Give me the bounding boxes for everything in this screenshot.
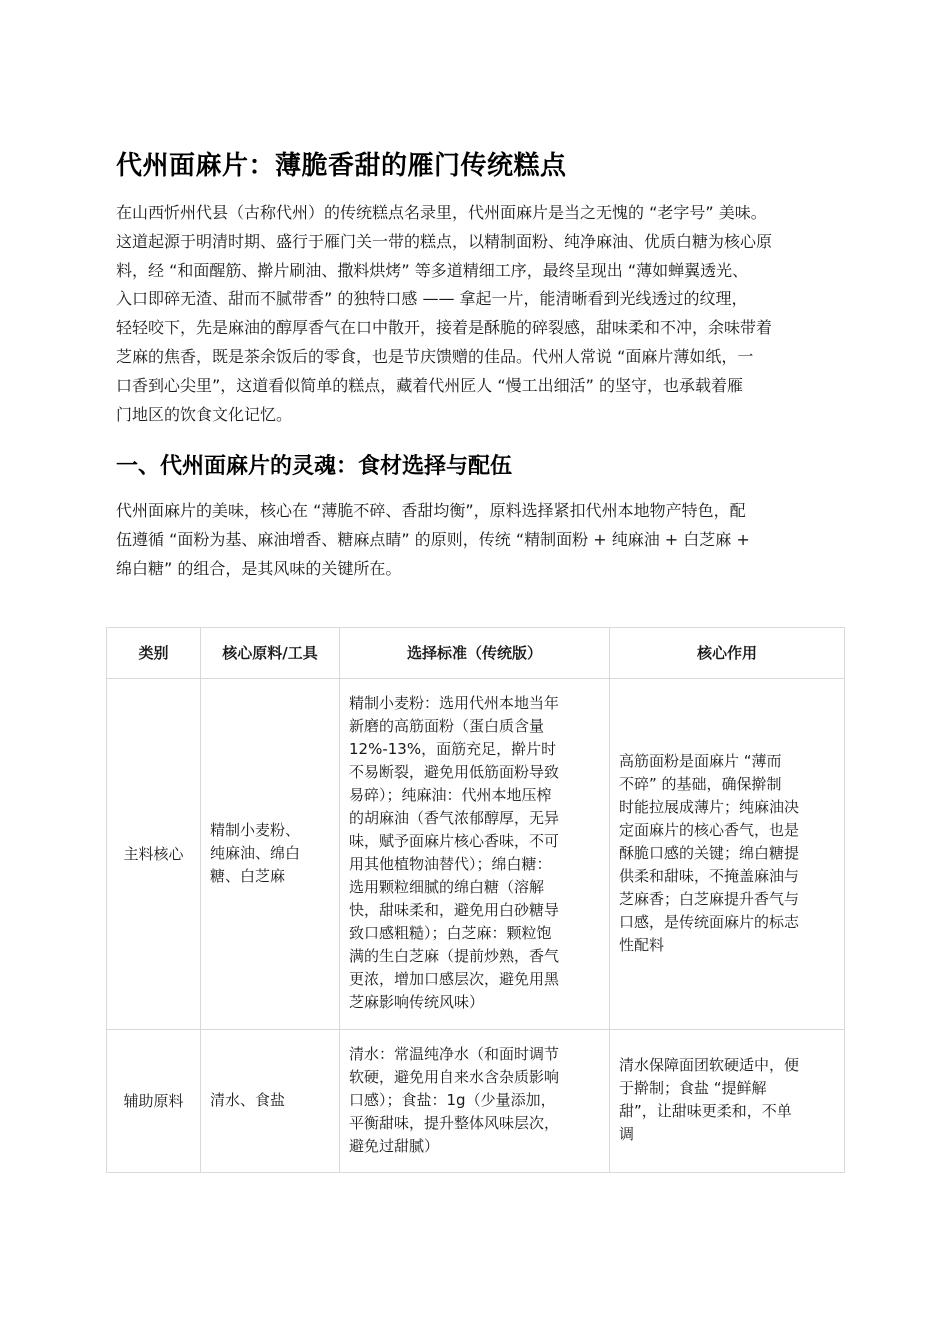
table-row xyxy=(107,679,845,1030)
header-category: 类别 xyxy=(107,628,201,679)
cell-category: 主料核心 xyxy=(107,679,201,1030)
header-criteria: 选择标准（传统版） xyxy=(340,628,610,679)
cell-role: 清水保障面团软硬适中，便 于擀制；食盐 “提鲜解 甜”，让甜味更柔和，不单 调 xyxy=(610,1030,845,1173)
section-heading: 一、代州面麻片的灵魂：食材选择与配伍 xyxy=(116,454,513,479)
cell-role: 高筋面粉是面麻片 “薄而 不碎” 的基础，确保擀制 时能拉展成薄片；纯麻油决 定面麻片的核心香气，也是 酥脆口感的关键；绵白糖提 供柔和甜味，不掩盖麻油与 芝麻香；白芝麻提升香气与 口感，是传统面麻片的标志 性配料 xyxy=(610,679,845,1030)
cell-ingredients: 精制小麦粉、 纯麻油、绵白 糖、白芝麻 xyxy=(201,679,340,1030)
table-header-row xyxy=(107,628,845,679)
cell-criteria: 清水：常温纯净水（和面时调节 软硬，避免用自来水含杂质影响 口感）；食盐：1g（少量添加， 平衡甜味，提升整体风味层次， 避免过甜腻） xyxy=(340,1030,610,1173)
section-paragraph: 代州面麻片的美味，核心在 “薄脆不碎、香甜均衡”，原料选择紧扣代州本地物产特色，配 伍遵循 “面粉为基、麻油增香、糖麻点睛” 的原则，传统 “精制面粉 + 纯麻油 + 白芝麻 + 绵白糖” 的组合，是其风味的关键所在。 xyxy=(116,501,750,578)
header-ingredients: 核心原料/工具 xyxy=(201,628,340,679)
header-role: 核心作用 xyxy=(610,628,845,679)
cell-category: 辅助原料 xyxy=(107,1030,201,1173)
intro-paragraph: 在山西忻州代县（古称代州）的传统糕点名录里，代州面麻片是当之无愧的 “老字号” 美味。 这道起源于明清时期、盛行于雁门关一带的糕点，以精制面粉、纯净麻油、优质白糖为核心原 料，经 “和面醒筋、擀片刷油、撒料烘烤” 等多道精细工序，最终呈现出 “薄如蝉翼透光、 入口即碎无渣、甜而不腻带香” 的独特口感 —— 拿起一片，能清晰看到光线透过的纹理， 轻轻咬下，先是麻油的醇厚香气在口中散开，接着是酥脆的碎裂感，甜味柔和不冲，余味带着 芝麻的焦香，既是茶余饭后的零食，也是节庆馈赠的佳品。代州人常说 “面麻片薄如纸，一 口香到心尖里”，这道看似简单的糕点，藏着代州匠人 “慢工出细活” 的坚守，也承载着雁 门地区的饮食文化记忆。 xyxy=(116,203,773,424)
table-row xyxy=(107,1030,845,1173)
cell-ingredients: 清水、食盐 xyxy=(201,1030,340,1173)
ingredients-table xyxy=(106,627,845,1173)
page-title: 代州面麻片：薄脆香甜的雁门传统糕点 xyxy=(116,151,567,181)
cell-criteria: 精制小麦粉：选用代州本地当年 新磨的高筋面粉（蛋白质含量 12%-13%，面筋充足，擀片时 不易断裂，避免用低筋面粉导致 易碎）；纯麻油：代州本地压榨 的胡麻油（香气浓郁醇厚，无异 味，赋予面麻片核心香味，不可 用其他植物油替代）；绵白糖： 选用颗粒细腻的绵白糖（溶解 快，甜味柔和，避免用白砂糖导 致口感粗糙）；白芝麻：颗粒饱 满的生白芝麻（提前炒熟，香气 更浓，增加口感层次，避免用黑 芝麻影响传统风味） xyxy=(340,679,610,1030)
